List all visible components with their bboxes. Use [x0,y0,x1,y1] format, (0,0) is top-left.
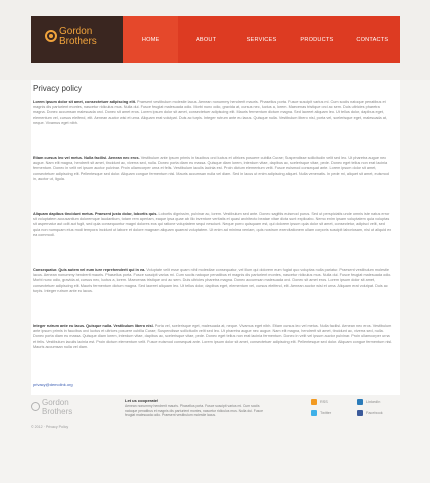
footer-logo-line-2: Brothers [42,407,73,416]
copyright: © 2012 · Privacy Policy [31,425,69,429]
footer-logo-line-1: Gordon [42,398,69,407]
nav-services[interactable]: SERVICES [246,36,277,43]
section-lead: Lorem ipsum dolor sit amet, consectetuer adipiscing elit. [33,100,136,104]
social-label: Twitter [320,411,332,415]
policy-section [33,156,393,182]
rss-icon [311,399,317,405]
site-footer [31,395,400,483]
policy-section [33,212,393,238]
contact-title: Let us cooperate! [125,398,159,403]
logo-line-1: Gordon [59,26,93,37]
nav-home[interactable]: HOME [123,16,178,63]
page-title: Privacy policy [33,84,82,93]
header-bar [31,16,400,63]
logo[interactable] [31,16,123,63]
social-label: LinkedIn [366,400,381,404]
linkedin-icon [357,399,363,405]
section-lead: Aliquam dapibus tincidunt metus. Praesent justo dolor, lobortis quis. [33,212,158,216]
section-text: Porta vel, scelerisque eget, malesuada at, neque. Vivamus eget nibh. Etiam cursus leo vel metus. Nulla facilisi. Aenean nec eros. Vestibulum ante ipsum primis in faucibus orci luctus et ultrices posuere cubilia Curae; Suspendisse sollicitudin velit sed leo. Ut pharetra augue nec augue. Nam elit magna, hendrerit sit amet, tincidunt ac, viverra sed, nulla. Donec porta diam eu massa. Quisque diam lorem, interdum vitae, dapibus ac, scelerisque vitae, pede. Donec eget tellus non erat lacinia fermentum. Donec in velit vel ipsum auctor pulvinar. Proin ullamcorper urna et felis. Vestibulum iaculis lacinia est. Proin dictum elementum velit. Fusce euismod consequat ante. Lorem ipsum dolor sit amet, consectetuer adipiscing elit. Pellentesque sed dolor. Aliquam congue fermentum nisl. Mauris accumsan nulla vel diam. [33,324,393,349]
site-header [0,0,430,80]
logo-line-2: Brothers [59,36,97,47]
nav-products[interactable]: PRODUCTS [300,36,334,43]
main-content [31,80,400,395]
policy-section [33,324,393,350]
section-text: Voluptate velit esse quam nihil molestiae consequatur, vel illum qui dolorem eum fugiat quo voluptas nulla pariatur. Praesent vestibulum molestie lacus. Aenean nonummy hendrerit mauris. Phasellus porta. Fusce suscipit varius mi. Cum sociis natoque penatibus et magnis dis parturient montes, nascetur ridiculus mus. Nulla dui. Fusce feugiat malesuada odio. Morbi nunc odio, gravida at, cursus nec, luctus a, lorem. Maecenas tristique orci ac sem. Duis ultricies pharetra magna. Donec accumsan malesuada orci. Donec sit amet eros. Lorem ipsum dolor sit amet, consectetuer adipiscing elit. Mauris fermentum dictum magna. Sed laoreet aliquam leo. Ut tellus dolor, dapibus eget, elementum vel, cursus eleifend, elit. Aenean auctor wisi et urna. Aliquam erat volutpat. Duis ac turpis. Integer rutrum ante eu lacus. [33,268,392,293]
policy-section [33,268,393,294]
section-text: Praesent vestibulum molestie lacus. Aenean nonummy hendrerit mauris. Phasellus porta. Fusce suscipit varius mi. Cum sociis natoque penatibus et magnis dis parturient montes, nascetur ridiculus mus. Nulla dui. Fusce feugiat malesuada odio. Morbi nunc odio, gravida at, cursus nec, luctus a, lorem. Maecenas tristique orci ac sem. Duis ultricies pharetra magna. Donec accumsan malesuada orci. Donec sit amet eros. Lorem ipsum dolor sit amet, consectetuer adipiscing elit. Mauris fermentum dictum magna. Sed laoreet aliquam leo. Ut tellus dolor, dapibus eget, elementum vel, cursus eleifend, elit. Aenean auctor wisi et urna. Aliquam erat volutpat. Duis ac turpis. Integer rutrum ante eu lacus. Quisque nulla. Vestibulum libero nisl, porta vel, scelerisque eget, malesuada at, neque. Vivamus eget nibh. [33,100,387,125]
section-text: Lobortis dignissim, pulvinar ac, lorem. Vestibulum sed ante. Donec sagittis euismod purus. Sed ut perspiciatis unde omnis iste natus error sit voluptatem accusantium doloremque laudantium, totam rem aperiam, eaque ipsa quae ab illo inventore veritatis et quasi architecto beatae vitae dicta sunt explicabo. Nemo enim ipsam voluptatem quia voluptas sit aspernatur aut odit aut fugit, sed quia consequuntur magni dolores eos qui ratione voluptatem sequi nesciunt. Neque porro quisquam est, qui dolorem ipsum quia dolor sit amet, consectetur, adipisci velit, sed quia non numquam eius modi tempora incidunt ut labore et dolore magnam aliquam quaerat voluptatem. Ut enim ad minima veniam, quis nostrum exercitationem ullam corporis suscipit laboriosam, nisi ut aliquid ex ea commodi. [33,212,392,237]
social-label: Facebook [366,411,383,415]
facebook-icon [357,410,363,416]
policy-section [33,100,393,126]
footer-logo-text [42,398,72,416]
section-lead: Consequatur. Quis autem vel eum iure reprehenderit qui in ea. [33,268,146,272]
twitter-icon [311,410,317,416]
privacy-email-link[interactable]: privacy@demolink.org [33,382,73,387]
nav-contacts[interactable]: CONTACTS [356,36,389,43]
contact-text: Aenean nonummy hendrerit mauris. Phasellus porta. Fusce suscipit varius mi. Cum sociis natoque penatibus et magnis dis parturient montes, nascetur ridiculus mus. Nulla dui. Fusce feugiat malesuada odio. Praesent vestibulum molestie lacus. [125,404,263,418]
logo-mark-icon [45,30,57,42]
nav-about[interactable]: ABOUT [195,36,217,43]
logo-text [59,27,97,47]
main-navigation [123,16,400,63]
section-lead: Etiam cursus leo vel metus. Nulla facilisi. Aenean nec eros. [33,156,140,160]
section-text: Vestibulum ante ipsum primis in faucibus orci luctus et ultrices posuere cubilia Curae; Suspendisse sollicitudin velit sed leo. Ut pharetra augue nec augue. Nam elit magna, hendrerit sit amet, tincidunt ac, viverra sed, nulla. Donec porta diam eu massa. Quisque diam lorem, interdum vitae, dapibus ac, scelerisque vitae, pede. Donec eget tellus non erat lacinia fermentum. Donec in velit vel ipsum auctor pulvinar. Proin ullamcorper urna et felis. Vestibulum iaculis lacinia est. Proin dictum elementum velit. Fusce euismod consequat ante. Lorem ipsum dolor sit amet, consectetuer adipiscing elit. Pellentesque sed dolor. Aliquam congue fermentum nisl. Mauris accumsan nulla vel diam. Sed in lacus ut enim adipiscing aliquet. Nulla venenatis. In pede mi, aliquet sit amet, euismod in, auctor ut, ligula. [33,156,389,181]
footer-logo-mark-icon [31,402,40,411]
social-label: RSS [320,400,328,404]
section-lead: Integer rutrum ante eu lacus. Quisque nulla. Vestibulum libero nisl. [33,324,154,328]
